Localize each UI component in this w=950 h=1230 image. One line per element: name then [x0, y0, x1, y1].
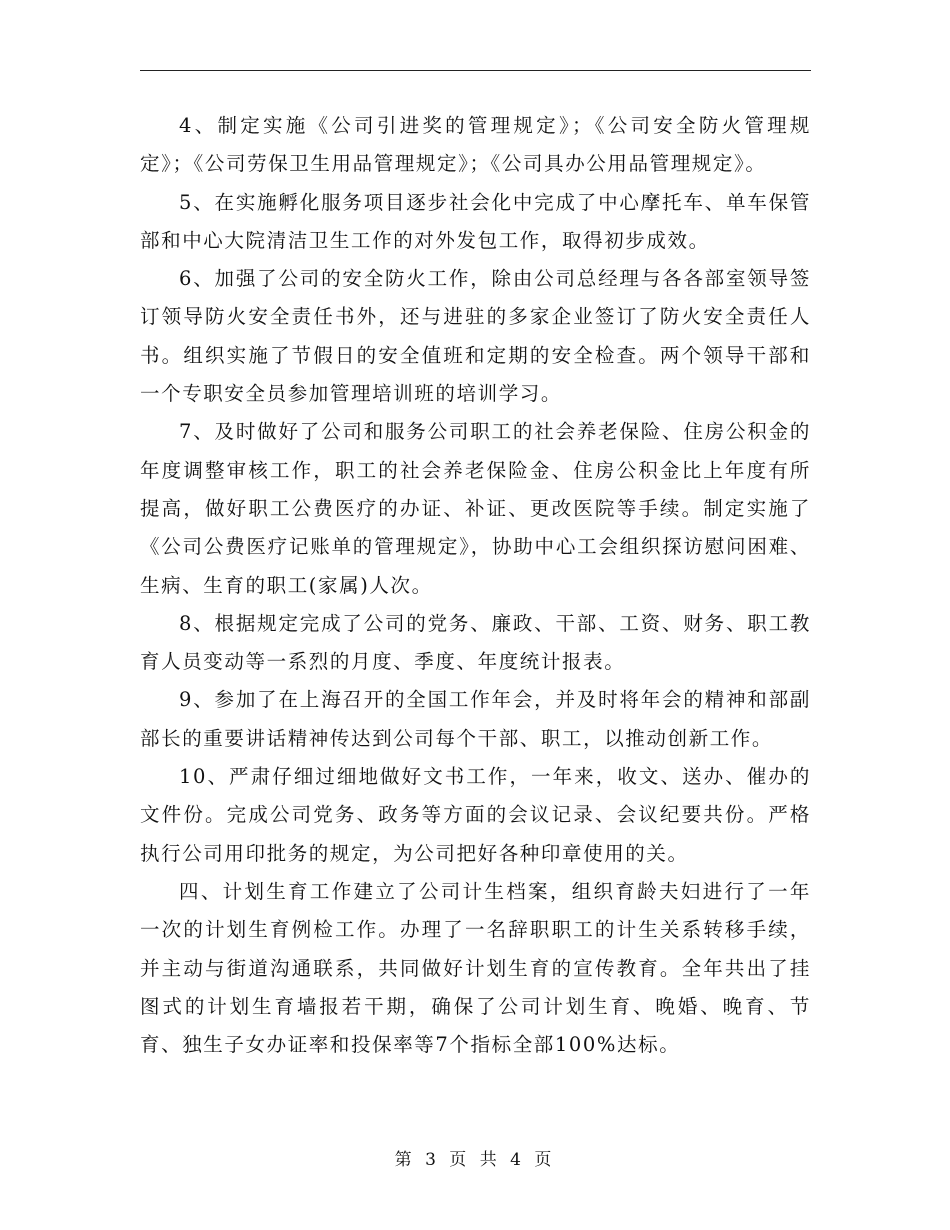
paragraph-item-9: 9、参加了在上海召开的全国工作年会，并及时将年会的精神和部副部长的重要讲话精神传达到公司每个干部、职工，以推动创新工作。 [140, 688, 811, 750]
document-body [140, 107, 811, 1064]
paragraph-item-7: 7、及时做好了公司和服务公司职工的社会养老保险、住房公积金的年度调整审核工作，职工的社会养老保险金、住房公积金比上年度有所提高，做好职工公费医疗的办证、补证、更改医院等手续。制定实施了《公司公费医疗记账单的管理规定》，协助中心工会组织探访慰问困难、生病、生育的职工(家属)人次。 [140, 420, 811, 597]
paragraph-item-4: 4、制定实施《公司引进奖的管理规定》；《公司安全防火管理规定》；《公司劳保卫生用品管理规定》；《公司具办公用品管理规定》。 [140, 114, 811, 176]
paragraph-item-8: 8、根据规定完成了公司的党务、廉政、干部、工资、财务、职工教育人员变动等一系烈的月度、季度、年度统计报表。 [140, 611, 811, 674]
paragraph-item-5: 5、在实施孵化服务项目逐步社会化中完成了中心摩托车、单车保管部和中心大院清洁卫生工作的对外发包工作，取得初步成效。 [140, 190, 811, 252]
header-rule [140, 70, 811, 71]
paragraph-item-6: 6、加强了公司的安全防火工作，除由公司总经理与各各部室领导签订领导防火安全责任书外，还与进驻的多家企业签订了防火安全责任人书。组织实施了节假日的安全值班和定期的安全检查。两个领导干部和一个专职安全员参加管理培训班的培训学习。 [140, 267, 811, 406]
paragraph-item-10: 10、严肃仔细过细地做好文书工作，一年来，收文、送办、催办的文件份。完成公司党务、政务等方面的会议记录、会议纪要共份。严格执行公司用印批务的规定，为公司把好各种印章使用的关。 [140, 765, 811, 865]
page-number-footer: 第 3 页 共 4 页 [394, 1150, 556, 1170]
paragraph-family-planning: 四、计划生育工作建立了公司计生档案，组织育龄夫妇进行了一年一次的计划生育例检工作。办理了一名辞职职工的计生关系转移手续，并主动与街道沟通联系，共同做好计划生育的宣传教育。全年共出了挂图式的计划生育墙报若干期，确保了公司计划生育、晚婚、晚育、节育、独生子女办证率和投保率等7个指标全部100%达标。 [140, 879, 811, 1057]
